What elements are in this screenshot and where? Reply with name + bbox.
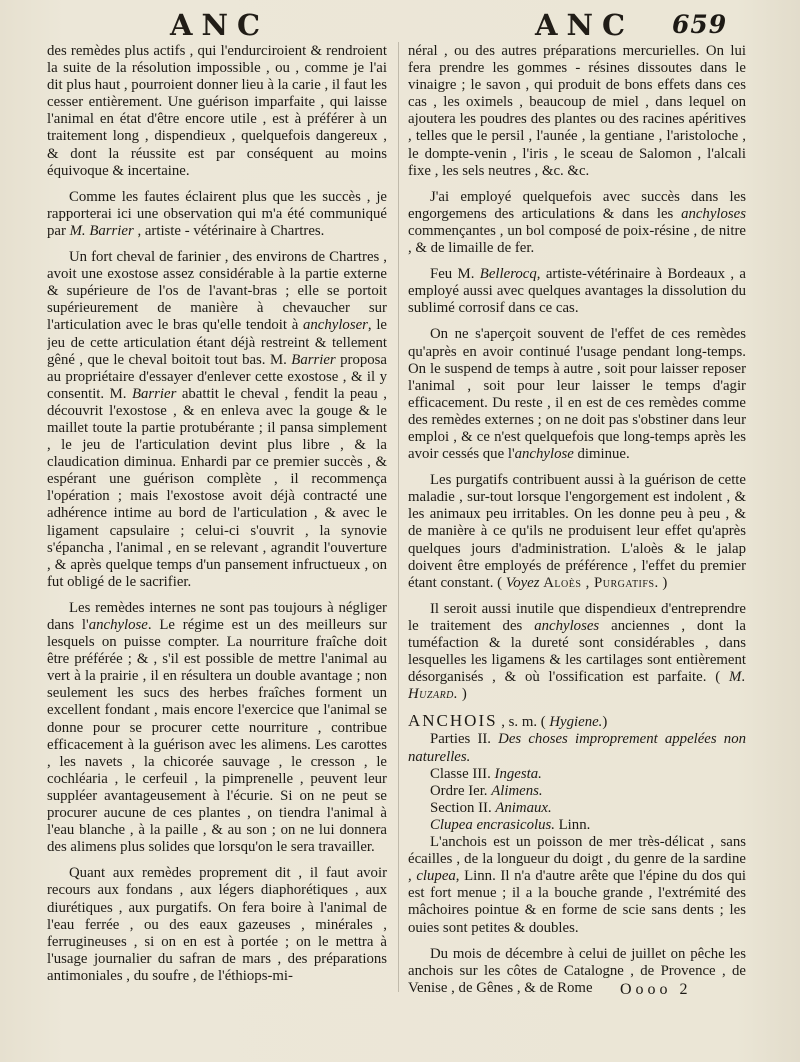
term: anchylose	[88, 617, 148, 633]
classification-line: Parties II. Des choses improprement appelées non naturelles.	[408, 731, 746, 765]
paragraph: Les remèdes internes ne sont pas toujours à négliger dans l'anchylose. Le régime est un des meilleurs sur lesquels on puisse compter. La nourriture fraîche doit être préférée ; & , s'il est possible de mettre l'animal au vert à la prairie , il en résultera un double avantage ; non seulement les sucs des herbes fraîches forment un excellent fondant , mais encore l'exercice que l'animal se donne pour se procurer cette nourriture , contribue efficacement à la guérison avec les alimens. Les carottes , les navets , la chicorée sauvage , le cresson , le cochléaria , le cerfeuil , la pimprenelle , peuvent leur suppléer avantageusement à l'écurie. Si on ne peut se procurer aucune de ces plantes , on tiendra l'animal à l'eau blanche , à la paille , & au son ; on ne lui donnera des alimens plus solides que lorsqu'on le sera travailler.	[47, 599, 387, 856]
paragraph: des remèdes plus actifs , qui l'endurciroient & rendroient la suite de la résolution impossible , ou , comme je l'ai dit plus haut , pourroient donner lieu à la carie , il faut les cesser entièrement. Une guérison imparfaite , qui laisse l'animal en état d'être encore utile , est à préférer à un traitement long , dispendieux , quelquefois dangereux , & dont la réussite est par conséquent au moins équivoque & incertaine.	[47, 43, 387, 179]
paragraph: Les purgatifs contribuent aussi à la guérison de cette maladie , sur-tout lorsque l'engorgement est indolent , & les animaux peu irritables. On les donne peu à peu , & de manière à ce qu'ils ne produisent leur effet qu'après quelques jours d'administration. L'aloès & le jalap doivent être employés de préférence , l'effet du premier étant constant. ( Voyez Aloès , Purgatifs. )	[408, 472, 746, 591]
species-name: Clupea encrasicolus. Linn.	[430, 816, 591, 833]
paragraph: Quant aux remèdes proprement dit , il faut avoir recours aux fondans , aux légers diaphorétiques , aux diurétiques , aux purgatifs. On fera boire à l'animal de l'eau ferrée , ou des eaux gazeuses , minérales , ferrugineuses , si on en est à portée ; on le mettra à l'usage journalier du safran de mars , des préparations antimoniales , du soufre , de l'éthiops-mi-	[47, 865, 387, 984]
paragraph: Il seroit aussi inutile que dispendieux d'entreprendre le traitement des anchyloses anciennes , dont la tuméfaction & la dureté sont considérables , dans lesquelles les ligamens & les cartilages sont entièrement désorganisés , & où l'ossification est parfaite. ( M. Huzard. )	[408, 600, 746, 703]
term: anchyloses	[534, 617, 600, 634]
author-name: M. Barrier	[69, 222, 134, 239]
paragraph: Feu M. Bellerocq, artiste-vétérinaire à Bordeaux , a employé aussi avec quelques avantages la dissolution du sublimé corrosif dans ce cas.	[408, 266, 746, 317]
author-name: Barrier	[131, 385, 177, 402]
page-number: 659	[672, 10, 728, 39]
signature-mark: Oooo 2	[620, 981, 692, 998]
right-column	[408, 43, 746, 1050]
paragraph: On ne s'aperçoit souvent de l'effet de ces remèdes qu'après en avoir continué l'usage pendant long-temps. On le suspend de temps à autre , soit pour laisser reposer l'animal , soit pour leur laisser le temps d'agir efficacement. Du reste , il en est de ces remèdes comme des remèdes externes ; on ne doit pas s'obstiner dans leur emploi , & ce n'est quelquefois que long-temps après les avoir cessés que l'anchylose diminue.	[408, 326, 746, 463]
paragraph: L'anchois est un poisson de mer très-délicat , sans écailles , de la longueur du doigt , du genre de la sardine , clupea, Linn. Il n'a d'autre arête que l'épine du dos qui est fort menue ; il a la bouche grande , l'extrémité des mâchoires pointue & en forme de scie sans dents ; les ouies sont petites & doubles.	[408, 834, 746, 936]
paragraph: néral , ou des autres préparations mercurielles. On lui fera prendre les gommes - résines dissoutes dans le vinaigre ; le savon , qui produit de bons effets dans ces cas , les oximels , beaucoup de miel , dans lequel on ajoutera les poudres des plantes ou des racines apéritives , telles que le persil , l'aunée , la gentiane , l'aristoloche , le dompte-venin , l'iris , le sceau de Salomon , l'alcali fixe , les sels neutres , &c. &c.	[408, 43, 746, 179]
paragraph: J'ai employé quelquefois avec succès dans les engorgemens des articulations & dans les anchyloses commençantes , un bol composé de poix-résine , de nitre , & de limaille de fer.	[408, 188, 746, 257]
classification-line: Section II. Animaux.	[430, 799, 552, 816]
entry-domain: Hygiene.	[549, 714, 603, 731]
running-head-left: ANC	[170, 8, 270, 42]
cross-reference: Aloès , Purgatifs.	[543, 574, 659, 591]
entry-word: ANCHOIS	[408, 711, 498, 731]
paragraph: Comme les fautes éclairent plus que les succès , je rapporterai ici une observation qui m'a été communiqué par M. Barrier , artiste - vétérinaire à Chartres.	[47, 188, 387, 239]
term: anchylose	[514, 446, 574, 463]
column-divider	[398, 42, 399, 992]
paragraph: Du mois de décembre à celui de juillet on pêche les anchois sur les côtes de Catalogne , de Provence , de Venise , de Gênes , & de Rome	[408, 945, 746, 996]
term: anchyloser	[302, 317, 368, 334]
classification-line: Ordre Ier. Alimens.	[430, 782, 543, 799]
author-signature: M. Huzard.	[408, 669, 746, 703]
running-head-right: ANC	[535, 8, 635, 42]
classification-line: Classe III. Ingesta.	[430, 765, 542, 782]
author-name: Barrier	[291, 351, 336, 368]
cross-reference-label: Voyez	[505, 574, 540, 591]
term: clupea	[416, 868, 456, 885]
entry-heading: ANCHOIS , s. m. ( Hygiene.)	[408, 711, 608, 731]
term: anchyloses	[681, 205, 746, 222]
author-name: Bellerocq	[479, 266, 537, 283]
paragraph: Un fort cheval de farinier , des environs de Chartres , avoit une exostose assez considérable à la partie externe & supérieure de l'os de l'avant-bras ; elle se portoit supérieurement de manière à chevaucher sur l'articulation avec le bras qu'elle tendoit à anchyloser, le jeu de cette articulation étant déjà restreint & tellement gêné , que le cheval boitoit tout bas. M. Barrier proposa au propriétaire d'essayer d'enlever cette exostose , & il y consentit. M. Barrier abattit le cheval , fendit la peau , découvrit l'exostose , & en enleva avec la gouge & le maillet toute la partie protubérante ; il pansa simplement , le jeu de l'articulation devint plus libre , & la claudication diminua. Enhardi par ce premier succès , & espérant une guérison complète , il recommença l'opération ; mais l'exostose avoit déjà contracté une adhérence intime au bord de l'articulation , & avec le ligament capsulaire ; celui-ci s'ouvrit , la synovie s'épancha , l'animal , en se relevant , agrandit l'ouverture , & après quelque temps d'un pansement infructueux , on fut obligé de le sacrifier.	[47, 249, 387, 590]
left-column	[47, 43, 387, 1050]
